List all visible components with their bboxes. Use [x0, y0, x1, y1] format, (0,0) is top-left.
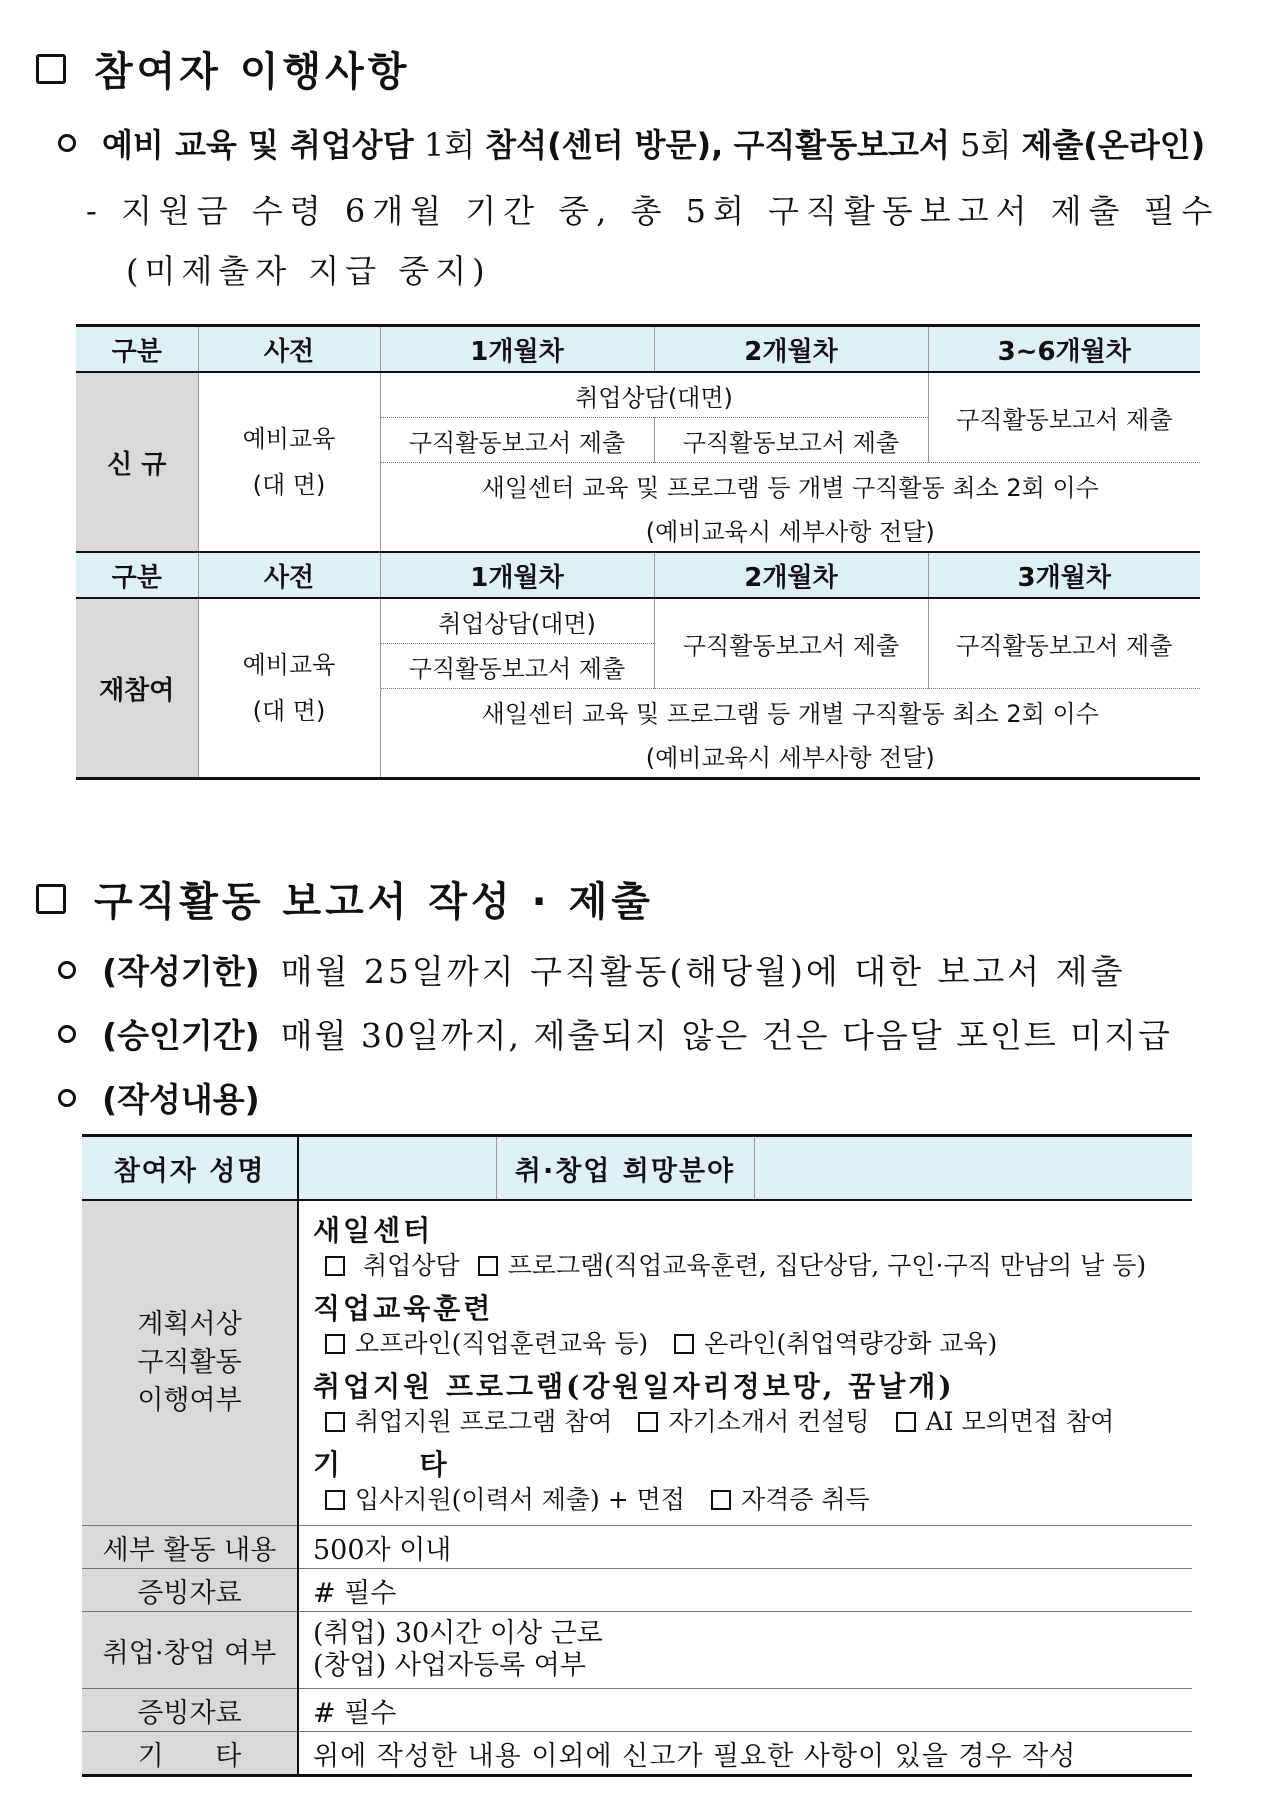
checkbox-icon[interactable] [478, 1256, 498, 1276]
employment-field[interactable]: (취업) 30시간 이상 근로 (창업) 사업자등록 여부 [298, 1612, 1192, 1689]
plan-label: 계획서상 구직활동 이행여부 [82, 1200, 298, 1526]
row-label-evidence-2: 증빙자료 [82, 1689, 298, 1732]
etc-field[interactable]: 위에 작성한 내용 이외에 신고가 필요한 사항이 있을 경우 작성 [298, 1732, 1192, 1776]
schedule-header-new: 구분 사전 1개월차 2개월차 3~6개월차 [76, 326, 1200, 373]
group-title: 직업교육훈련 [313, 1292, 494, 1325]
option-offline[interactable]: 오프라인(직업훈련교육 등) [325, 1329, 648, 1358]
note-cell: (예비교육시 세부사항 전달) [380, 733, 1200, 779]
row-label-employment: 취업·창업 여부 [82, 1612, 298, 1689]
group-title: 기 타 [313, 1448, 450, 1481]
row-label-etc: 기 타 [82, 1732, 298, 1776]
checkbox-icon[interactable] [896, 1412, 916, 1432]
report-cell-m2: 구직활동보고서 제출 [654, 598, 928, 689]
circle-bullet-icon [58, 961, 76, 979]
option-ai-interview[interactable]: AI 모의면접 참여 [896, 1407, 1115, 1436]
report-cell-m1: 구직활동보고서 제출 [380, 418, 654, 463]
checkbox-icon[interactable] [325, 1256, 345, 1276]
section1-bullet: 예비 교육 및 취업상담 1회 참석(센터 방문), 구직활동보고서 5회 제출(온라인) [58, 120, 1205, 166]
pre-education-new: 예비교육 (대 면) [198, 372, 380, 552]
row-label-rejoin: 재참여 [76, 598, 198, 779]
section1-dash-line-2: (미제출자 지급 중지) [126, 252, 491, 290]
checkbox-icon[interactable] [674, 1334, 694, 1354]
report-form-table [82, 1134, 1192, 1777]
section2-bullet-approval: (승인기간) 매월 30일까지, 제출되지 않은 건은 다음달 포인트 미지급 [58, 1010, 1172, 1057]
checkbox-icon[interactable] [325, 1412, 345, 1432]
report-cell-m3: 구직활동보고서 제출 [928, 372, 1200, 463]
detail-field[interactable]: 500자 이내 [298, 1526, 1192, 1569]
row-label-new: 신 규 [76, 372, 198, 552]
header-desired-field: 취·창업 희망분야 [496, 1136, 754, 1201]
program-cell: 새일센터 교육 및 프로그램 등 개별 구직활동 최소 2회 이수 [380, 463, 1200, 508]
checkbox-icon[interactable] [638, 1412, 658, 1432]
checkbox-icon[interactable] [711, 1490, 731, 1510]
plan-activities [298, 1200, 1192, 1526]
row-label-evidence: 증빙자료 [82, 1569, 298, 1612]
program-cell: 새일센터 교육 및 프로그램 등 개별 구직활동 최소 2회 이수 [380, 689, 1200, 734]
option-online[interactable]: 온라인(취업역량강화 교육) [674, 1329, 997, 1358]
checkbox-icon[interactable] [325, 1334, 345, 1354]
circle-bullet-icon [58, 1025, 76, 1043]
evidence-field-2[interactable]: # 필수 [298, 1689, 1192, 1732]
option-counsel[interactable]: 취업상담 [325, 1251, 460, 1280]
circle-bullet-icon [58, 134, 76, 152]
option-application[interactable]: 입사지원(이력서 제출) + 면접 [325, 1485, 685, 1514]
option-program[interactable]: 프로그램(직업교육훈련, 집단상담, 구인·구직 만남의 날 등) [478, 1251, 1147, 1280]
row-label-detail: 세부 활동 내용 [82, 1526, 298, 1569]
section2-bullet-deadline: (작성기한) 매월 25일까지 구직활동(해당월)에 대한 보고서 제출 [58, 946, 1125, 993]
section2-bullet-content: (작성내용) [58, 1074, 260, 1121]
report-cell-m3: 구직활동보고서 제출 [928, 598, 1200, 689]
section2-title: 구직활동 보고서 작성 · 제출 [36, 870, 654, 927]
section1-dash-line-1: - 지원금 수령 6개월 기간 중, 총 5회 구직활동보고서 제출 필수 [86, 192, 1220, 230]
header-participant-name: 참여자 성명 [82, 1136, 298, 1201]
schedule-header-rejoin: 구분 사전 1개월차 2개월차 3개월차 [76, 552, 1200, 598]
section1-title: 참여자 이행사항 [36, 40, 410, 97]
report-cell-m2: 구직활동보고서 제출 [654, 418, 928, 463]
group-title: 취업지원 프로그램(강원일자리정보망, 꿈날개) [313, 1370, 955, 1403]
option-cover-letter[interactable]: 자기소개서 컨설팅 [638, 1407, 869, 1436]
note-cell: (예비교육시 세부사항 전달) [380, 507, 1200, 552]
pre-education-rejoin: 예비교육 (대 면) [198, 598, 380, 779]
evidence-field[interactable]: # 필수 [298, 1569, 1192, 1612]
option-support-program[interactable]: 취업지원 프로그램 참여 [325, 1407, 612, 1436]
desired-field-field[interactable] [754, 1136, 1192, 1201]
checkbox-icon[interactable] [325, 1490, 345, 1510]
checkbox-square-icon [36, 884, 66, 914]
group-title: 새일센터 [313, 1214, 434, 1247]
participant-name-field[interactable] [298, 1136, 496, 1201]
circle-bullet-icon [58, 1089, 76, 1107]
option-certificate[interactable]: 자격증 취득 [711, 1485, 870, 1514]
schedule-table [76, 324, 1200, 780]
counsel-cell: 취업상담(대면) [380, 372, 928, 418]
counsel-cell: 취업상담(대면) [380, 598, 654, 644]
checkbox-square-icon [36, 54, 66, 84]
report-cell-m1: 구직활동보고서 제출 [380, 644, 654, 689]
